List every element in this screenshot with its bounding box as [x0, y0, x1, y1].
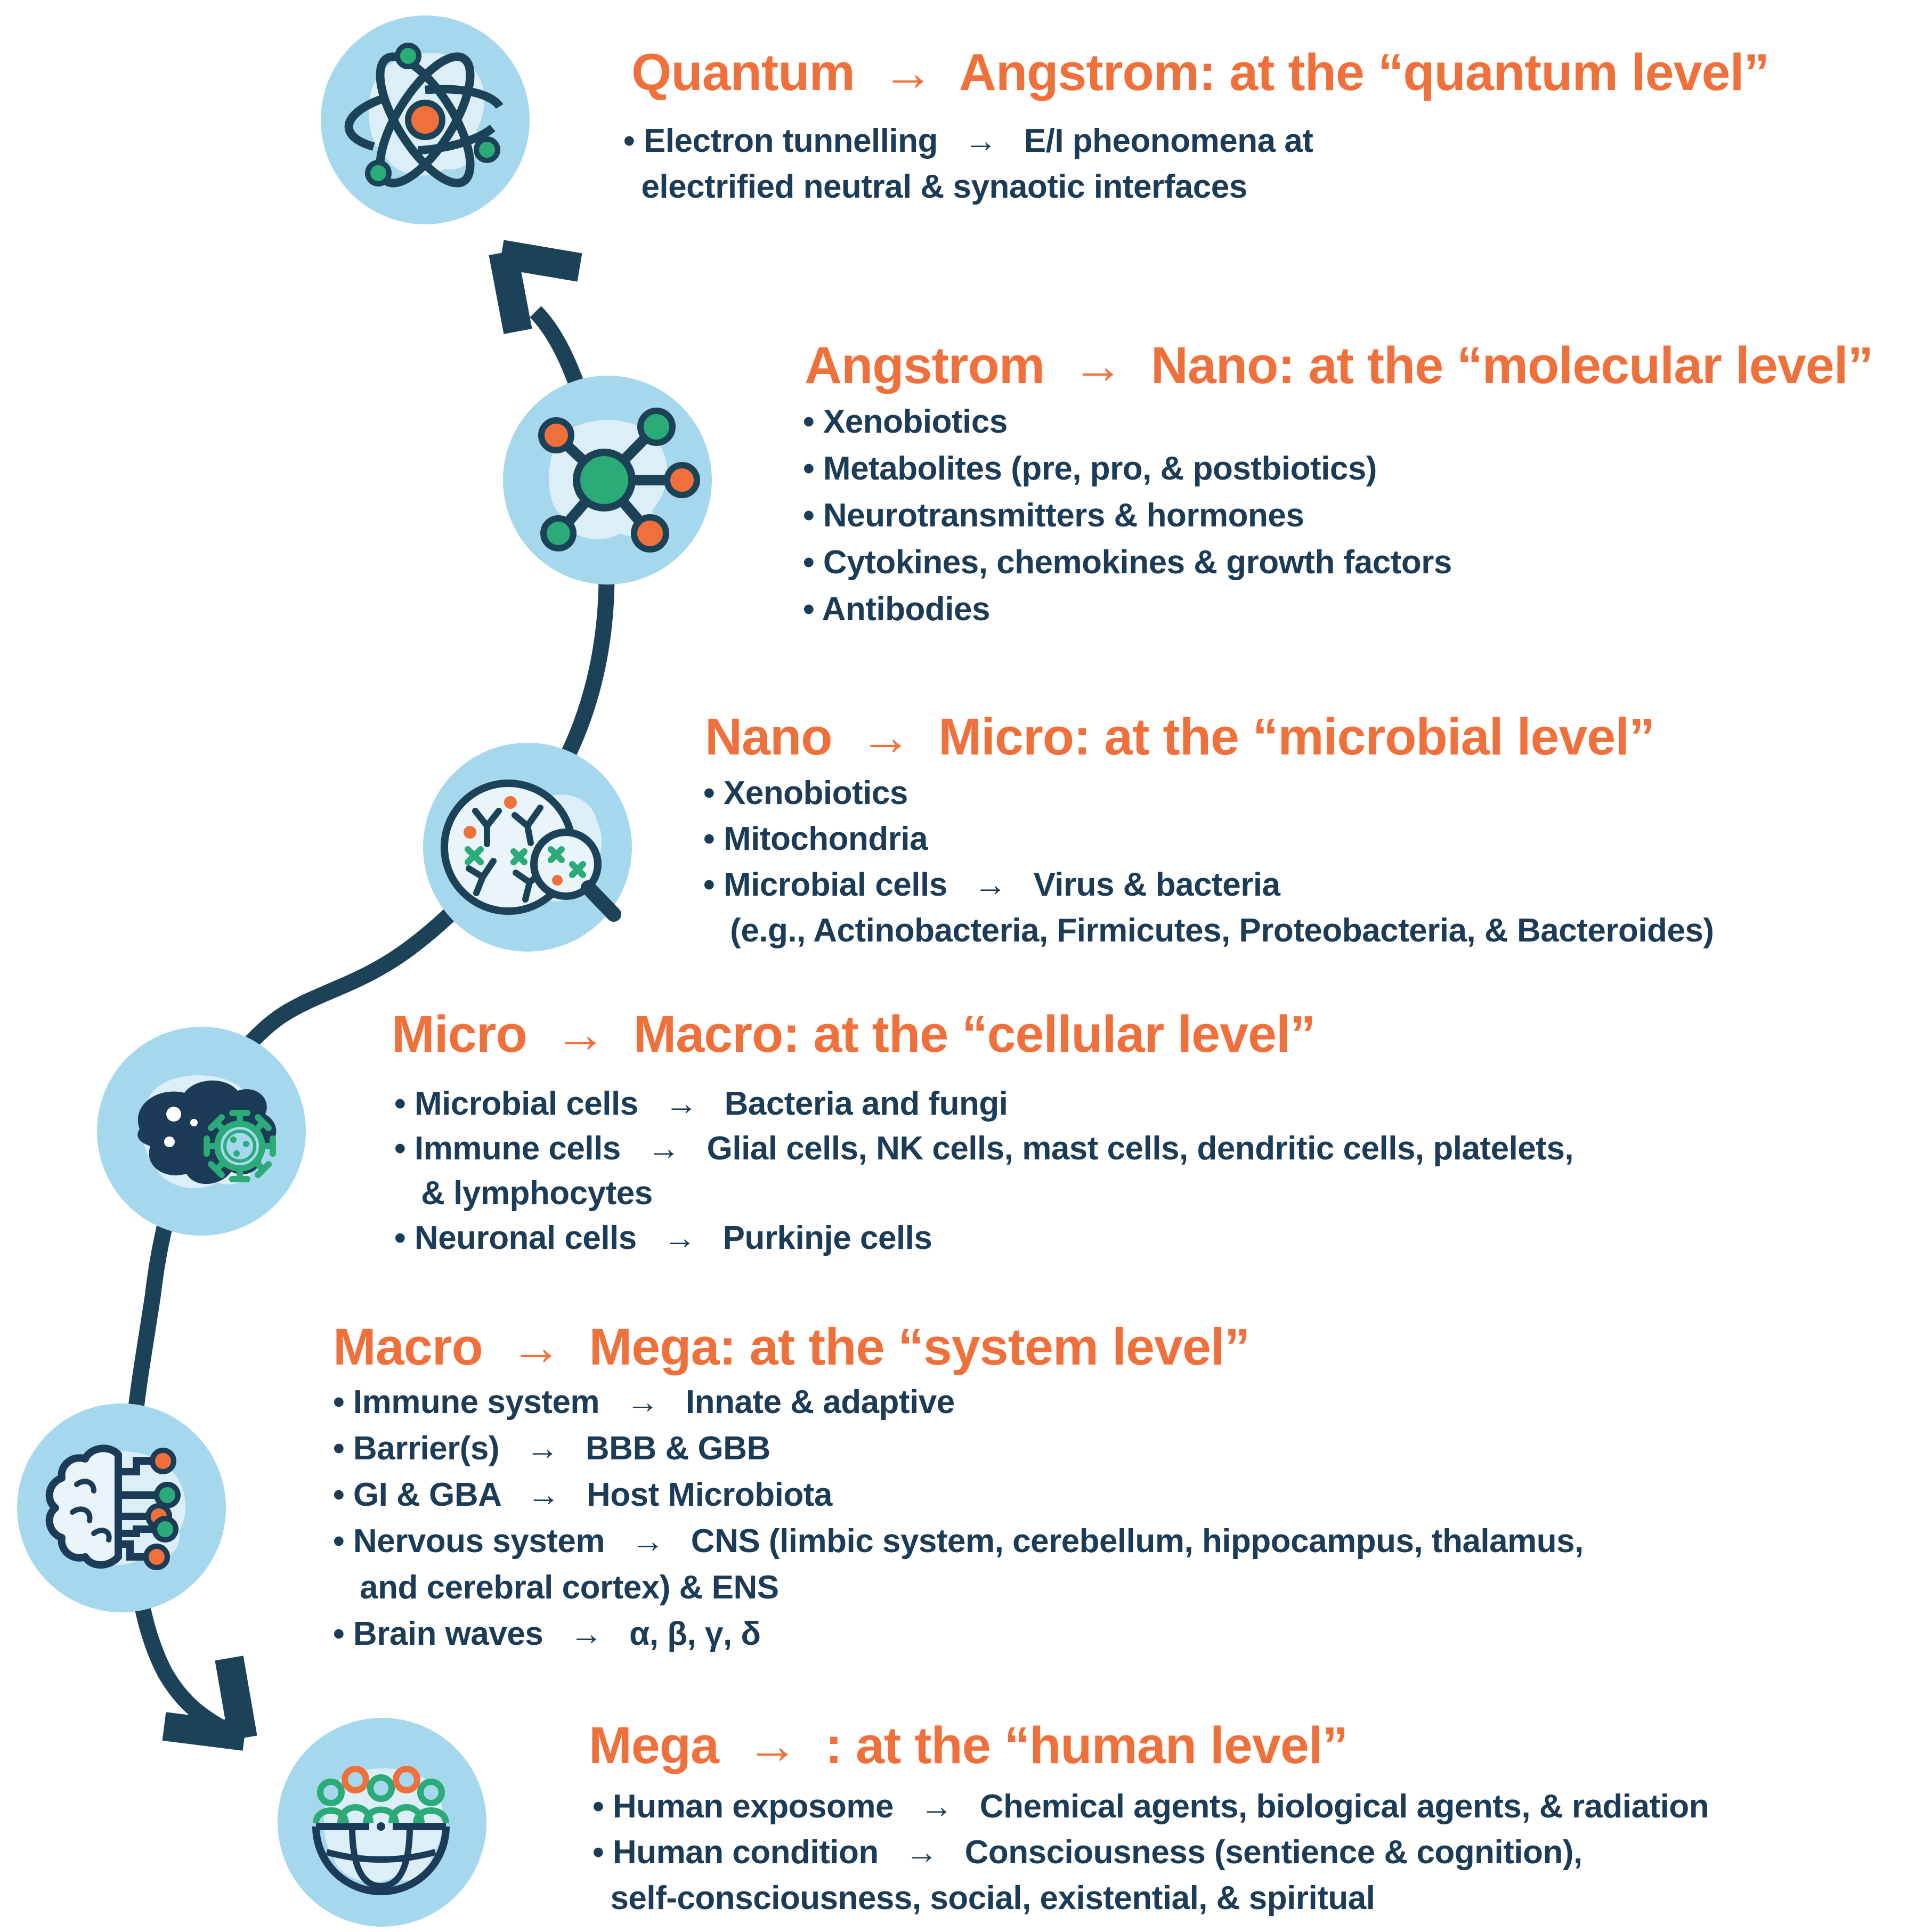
section-quantum-angstrom — [631, 45, 1769, 100]
bullet-line: • Electron tunnelling → E/I pheonomena at — [623, 123, 1313, 159]
bullet-line: • Neurotransmitters & hormones — [803, 497, 1304, 534]
section-macro-mega — [333, 1320, 1249, 1374]
bullet-line: • Brain waves → α, β, γ, δ — [333, 1616, 761, 1652]
bullet-line: • GI & GBA → Host Microbiota — [333, 1476, 832, 1513]
section-mega-human — [589, 1718, 1347, 1773]
bullet-line: • Xenobiotics — [803, 403, 1008, 440]
virus-glyph — [207, 1113, 273, 1179]
bullet-line: • Human condition → Consciousness (sentience & cognition), — [592, 1834, 1582, 1871]
cell-virus-icon — [95, 1025, 308, 1238]
section-macro-mega-body — [333, 1379, 1584, 1657]
bullet-line: • Nervous system → CNS (limbic system, cerebellum, hippocampus, thalamus, — [333, 1523, 1584, 1560]
bullet-line: • Human exposome → Chemical agents, biological agents, & radiation — [592, 1788, 1709, 1825]
section-micro-macro — [392, 1007, 1315, 1061]
bullet-line: and cerebral cortex) & ENS — [333, 1569, 779, 1606]
section-header: Nano → Micro: at the “microbial level” — [705, 708, 1654, 766]
bullet-line: & lymphocytes — [394, 1175, 653, 1212]
bullet-line: • Immune system → Innate & adaptive — [333, 1384, 955, 1420]
bullet-line: • Microbial cells → Virus & bacteria — [703, 866, 1280, 903]
section-header: Macro → Mega: at the “system level” — [333, 1318, 1250, 1376]
bullet-line: • Neuronal cells → Purkinje cells — [394, 1220, 932, 1256]
molecule-icon — [501, 374, 714, 587]
section-header: Micro → Macro: at the “cellular level” — [392, 1005, 1316, 1063]
atom-icon — [319, 13, 532, 226]
section-mega-human-body — [592, 1784, 1709, 1921]
bullet-line: • Immune cells → Glial cells, NK cells, mast cells, dendritic cells, platelets, — [394, 1130, 1574, 1167]
brain-circuit-icon — [15, 1401, 228, 1614]
bullet-line: • Antibodies — [803, 591, 990, 628]
bullet-line: self-consciousness, social, existential, & spiritual — [592, 1880, 1375, 1917]
microbes-magnifier-icon — [421, 741, 634, 954]
bullet-line: • Microbial cells → Bacteria and fungi — [394, 1085, 1008, 1122]
section-micro-macro-body — [394, 1082, 1573, 1261]
bullet-line: • Metabolites (pre, pro, & postbiotics) — [803, 450, 1377, 487]
section-header: Angstrom → Nano: at the “molecular level” — [805, 336, 1873, 394]
section-nano-micro-body — [703, 770, 1714, 954]
section-angstrom-nano — [805, 338, 1873, 393]
bullet-line: (e.g., Actinobacteria, Firmicutes, Proteobacteria, & Bacteroides) — [703, 912, 1714, 949]
bullet-line: • Xenobiotics — [703, 775, 908, 811]
section-nano-micro — [705, 710, 1654, 764]
bullet-line: • Barrier(s) → BBB & GBB — [333, 1430, 770, 1467]
bullet-line: • Cytokines, chemokines & growth factors — [803, 544, 1452, 581]
section-header: Mega → : at the “human level” — [589, 1716, 1348, 1774]
people-globe-icon — [275, 1716, 489, 1929]
section-quantum-angstrom-body — [623, 118, 1313, 210]
bullet-line: electrified neutral & synaotic interfaces — [623, 168, 1247, 205]
section-angstrom-nano-body — [803, 399, 1452, 633]
bullet-line: • Mitochondria — [703, 821, 928, 857]
section-header: Quantum → Angstrom: at the “quantum level” — [631, 43, 1769, 101]
